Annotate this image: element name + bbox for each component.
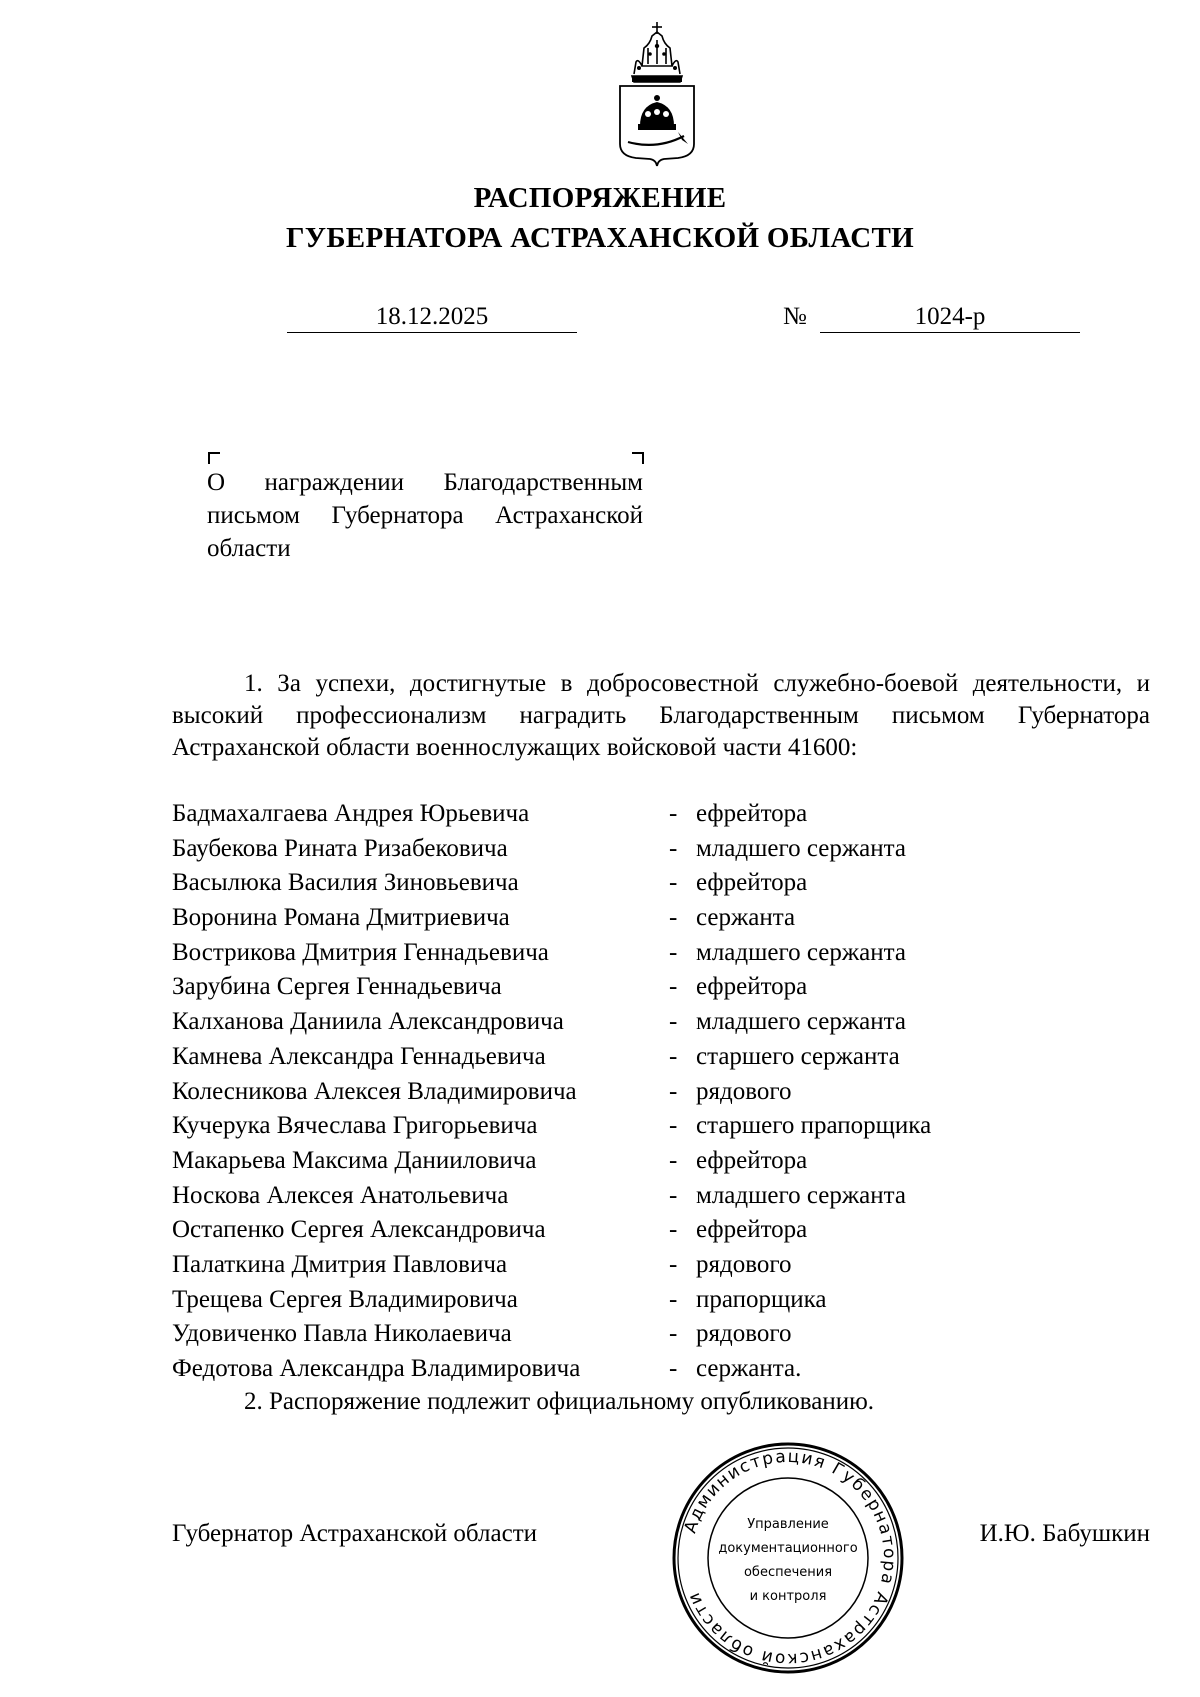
stamp-line-1: Управление [747,1517,829,1532]
awardee-name: Остапенко Сергея Александровича [172,1216,546,1244]
list-item [172,1317,1150,1352]
svg-text:Администрация Губернатора Астр [681,1447,900,1669]
list-item [172,1283,1150,1318]
document-subject: О награждении Благодарственным письмом Губернатора Астраханской области [207,469,643,562]
dash-separator: - [669,800,678,827]
dash-separator: - [669,904,678,932]
dash-separator: - [669,834,678,862]
awardee-name: Вострикова Дмитрия Геннадьевича [172,938,549,966]
list-item [172,832,1150,867]
awardee-name: Удовиченко Павла Николаевича [172,1320,512,1348]
subject-corner-right [632,452,644,464]
awardee-rank: рядового [696,1077,792,1105]
awardee-name: Баубекова Рината Ризабековича [172,834,508,862]
list-item [172,866,1150,901]
awardee-name: Колесникова Алексея Владимировича [172,1077,577,1105]
dash-separator: - [669,1112,678,1140]
number-sign: № [783,303,807,330]
list-item [172,901,1150,936]
list-item [172,1248,1150,1283]
awardee-rank: младшего сержанта [696,1181,906,1209]
list-item [172,1005,1150,1040]
awardee-name: Воронина Романа Дмитриевича [172,904,510,932]
dash-separator: - [669,1250,678,1278]
dash-separator: - [669,1216,678,1244]
list-item [172,970,1150,1005]
awardee-rank: прапорщика [696,1285,827,1313]
dash-separator: - [669,1077,678,1105]
official-stamp [672,1442,904,1674]
subject-corner-left [208,452,220,464]
awardee-name: Калханова Даниила Александровича [172,1008,564,1036]
awardee-name: Палаткина Дмитрия Павловича [172,1250,508,1278]
awardee-name: Васылюка Василия Зиновьевича [172,869,519,897]
awardee-rank: младшего сержанта [696,938,906,966]
awardee-rank: младшего сержанта [696,1008,906,1036]
awardee-name: Зарубина Сергея Геннадьевича [172,973,502,1001]
dash-separator: - [669,973,678,1001]
document-type-title: РАСПОРЯЖЕНИЕ [473,182,727,214]
awardee-name: Камнева Александра Геннадьевича [172,1042,546,1070]
list-item [172,1213,1150,1248]
awardee-name: Бадмахалгаева Андрея Юрьевича [172,800,530,827]
awardee-rank: сержанта [696,904,796,932]
dash-separator: - [669,1042,678,1070]
paragraph-2: 2. Распоряжение подлежит официальному опубликованию. [244,1388,875,1415]
dash-separator: - [669,1181,678,1209]
astrakhan-coat-of-arms-icon [612,18,702,168]
document-number: 1024-р [820,302,1080,333]
awardee-rank: ефрейтора [696,1216,808,1244]
awardee-name: Федотова Александра Владимировича [172,1355,581,1382]
stamp-line-3: обеспечения [743,1565,833,1580]
dash-separator: - [669,1285,678,1313]
awardee-rank: ефрейтора [696,973,808,1001]
dash-separator: - [669,1355,678,1382]
dash-separator: - [669,1320,678,1348]
list-item [172,936,1150,971]
dash-separator: - [669,938,678,966]
awardee-name: Кучерука Вячеслава Григорьевича [172,1112,538,1140]
stamp-ring-text: Администрация Губернатора Астраханской области [680,1446,900,1670]
awardee-rank: рядового [696,1320,792,1348]
list-item [172,1179,1150,1214]
stamp-line-4: и контроля [749,1589,827,1604]
awardee-rank: старшего сержанта [696,1042,900,1070]
list-item [172,1040,1150,1075]
awardee-name: Носкова Алексея Анатольевича [172,1181,509,1209]
paragraph-1: 1. За успехи, достигнутые в добросовестной служебно-боевой деятельности, и высокий профессионализм наградить Благодарственным письмом Губернатора Астраханской области военнослужащих войсковой части 41600: [172,670,1150,761]
signatory-name: И.Ю. Бабушкин [979,1520,1150,1547]
awardee-name: Трещева Сергея Владимировича [172,1285,518,1313]
awardee-rank: старшего прапорщика [696,1112,932,1140]
awardee-rank: рядового [696,1250,792,1278]
awardee-rank: ефрейтора [696,1146,808,1174]
dash-separator: - [669,1008,678,1036]
list-item [172,797,1150,832]
awardee-rank: сержанта. [696,1355,802,1382]
awardee-name: Макарьева Максима Данииловича [172,1146,537,1174]
list-item [172,1144,1150,1179]
dash-separator: - [669,869,678,897]
list-item [172,1352,1150,1387]
awardee-rank: ефрейтора [696,869,808,897]
list-item [172,1109,1150,1144]
awardee-list [172,797,1150,1387]
document-date: 18.12.2025 [287,302,577,333]
dash-separator: - [669,1146,678,1174]
issuer-title: ГУБЕРНАТОРА АСТРАХАНСКОЙ ОБЛАСТИ [286,222,914,254]
signatory-position: Губернатор Астраханской области [172,1520,538,1547]
awardee-rank: младшего сержанта [696,834,906,862]
list-item [172,1075,1150,1110]
awardee-rank: ефрейтора [696,800,808,827]
stamp-line-2: документационного [718,1541,858,1556]
